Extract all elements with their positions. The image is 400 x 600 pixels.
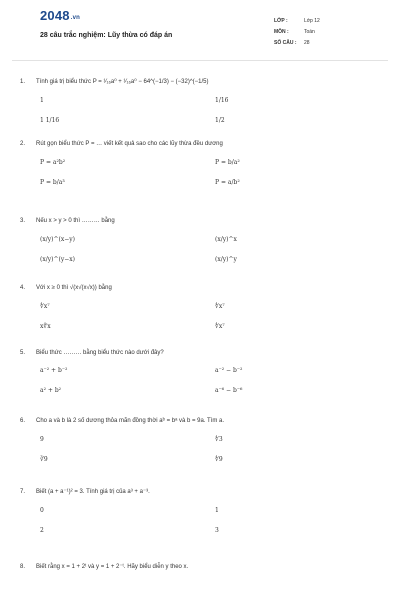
answer-option[interactable]: (x/y)^(x−y)	[40, 235, 75, 243]
question-stem	[20, 417, 380, 425]
question-item	[20, 488, 380, 540]
answer-option[interactable]: (x/y)^(y−x)	[40, 255, 75, 263]
answer-option[interactable]: a⁻² + b⁻²	[40, 367, 68, 375]
meta-row-count	[274, 37, 320, 48]
question-text: Nếu x > y > 0 thì ……… bằng	[36, 217, 115, 224]
answer-options	[40, 297, 380, 337]
question-item	[20, 417, 380, 469]
header-divider	[12, 60, 388, 61]
meta-label: LỚP :	[274, 17, 288, 24]
question-item	[20, 563, 380, 571]
answer-option[interactable]: ∜9	[215, 455, 223, 463]
logo-suffix: .vn	[70, 15, 81, 21]
answer-option[interactable]: 1/16	[215, 96, 229, 104]
answer-option[interactable]: ∜x⁷	[215, 323, 225, 331]
answer-option[interactable]: (x/y)^x	[215, 235, 237, 243]
question-number: 2.	[20, 141, 26, 148]
answer-option[interactable]: ∛9	[40, 455, 48, 463]
answer-option[interactable]: 2	[40, 527, 44, 535]
meta-row-subject	[274, 26, 320, 37]
answer-option[interactable]: 1 1/16	[40, 116, 60, 124]
question-number: 1.	[20, 79, 26, 85]
question-number: 6.	[20, 417, 26, 424]
question-text: Biết rằng x = 1 + 2ᵗ và y = 1 + 2⁻ᵗ. Hãy biểu diễn y theo x.	[36, 563, 189, 570]
meta-label: MÔN :	[274, 28, 289, 35]
answer-option[interactable]: 1	[215, 507, 219, 515]
meta-label: SỐ CÂU :	[274, 39, 297, 46]
answer-option[interactable]: P = a²b²	[40, 159, 66, 167]
question-stem	[20, 284, 380, 292]
question-number: 4.	[20, 285, 26, 292]
header	[20, 0, 378, 58]
question-number: 7.	[20, 489, 26, 496]
answer-option[interactable]: 0	[40, 507, 44, 515]
answer-option[interactable]: a² + b²	[40, 387, 62, 395]
answer-option[interactable]: P = a/b²	[215, 179, 240, 187]
answer-option[interactable]: 1	[40, 96, 44, 104]
answer-options	[40, 90, 380, 130]
answer-option[interactable]: ∜3	[215, 435, 223, 443]
answer-option[interactable]: 3	[215, 527, 219, 535]
question-text: Biết (a + a⁻¹)² = 3. Tính giá trị của a³ + a⁻³.	[36, 489, 150, 496]
answer-option[interactable]: x∜x	[40, 323, 51, 331]
question-list	[20, 78, 380, 571]
meta-value: Toán	[304, 28, 315, 35]
question-stem	[20, 140, 380, 148]
question-stem	[20, 217, 380, 225]
question-item	[20, 78, 380, 130]
answer-option[interactable]: ∜x⁷	[40, 303, 50, 311]
question-item	[20, 349, 380, 401]
question-text: Rút gọn biểu thức P = … viết kết quả sao cho các lũy thừa đều dương	[36, 141, 223, 148]
answer-options	[40, 429, 380, 469]
question-item	[20, 284, 380, 336]
document-meta	[274, 15, 320, 48]
site-logo[interactable]	[40, 8, 80, 23]
answer-option[interactable]: P = b/a²	[215, 159, 240, 167]
question-item	[20, 140, 380, 192]
answer-options	[40, 229, 380, 269]
question-text: Tính giá trị biểu thức P = ¹⁄₁₆a⁰ + ¹⁄₁₆a⁰ − 64^(−1/3) − (−32)^(−1/5)	[36, 79, 209, 85]
question-stem	[20, 488, 380, 496]
answer-option[interactable]: a⁻² − b⁻²	[215, 367, 243, 375]
question-text: Biểu thức ……… bằng biểu thức nào dưới đây?	[36, 349, 164, 356]
question-number: 8.	[20, 563, 26, 570]
answer-options	[40, 153, 380, 193]
question-stem	[20, 563, 380, 571]
answer-options	[40, 501, 380, 541]
question-text: Với x ≥ 0 thì √(x√(x√x)) bằng	[36, 285, 112, 292]
answer-option[interactable]: (x/y)^y	[215, 255, 237, 263]
meta-value: 28	[304, 39, 310, 46]
question-stem	[20, 349, 380, 357]
answer-options	[40, 361, 380, 401]
question-text: Cho a và b là 2 số dương thỏa mãn đồng thời aᵇ = bᵃ và b = 9a. Tìm a.	[36, 417, 225, 424]
answer-option[interactable]: 9	[40, 435, 44, 443]
question-item	[20, 217, 380, 269]
answer-option[interactable]: P = b/a³	[40, 179, 65, 187]
logo-text: 2048	[40, 8, 70, 23]
answer-option[interactable]: a⁻⁶ − b⁻⁶	[215, 387, 243, 395]
answer-option[interactable]: ∜x⁷	[215, 303, 225, 311]
question-stem	[20, 78, 380, 86]
meta-value: Lớp 12	[304, 17, 320, 24]
question-number: 3.	[20, 217, 26, 224]
answer-option[interactable]: 1/2	[215, 116, 225, 124]
document-title: 28 câu trắc nghiệm: Lũy thừa có đáp án	[40, 32, 173, 39]
question-number: 5.	[20, 349, 26, 356]
meta-row-class	[274, 15, 320, 26]
